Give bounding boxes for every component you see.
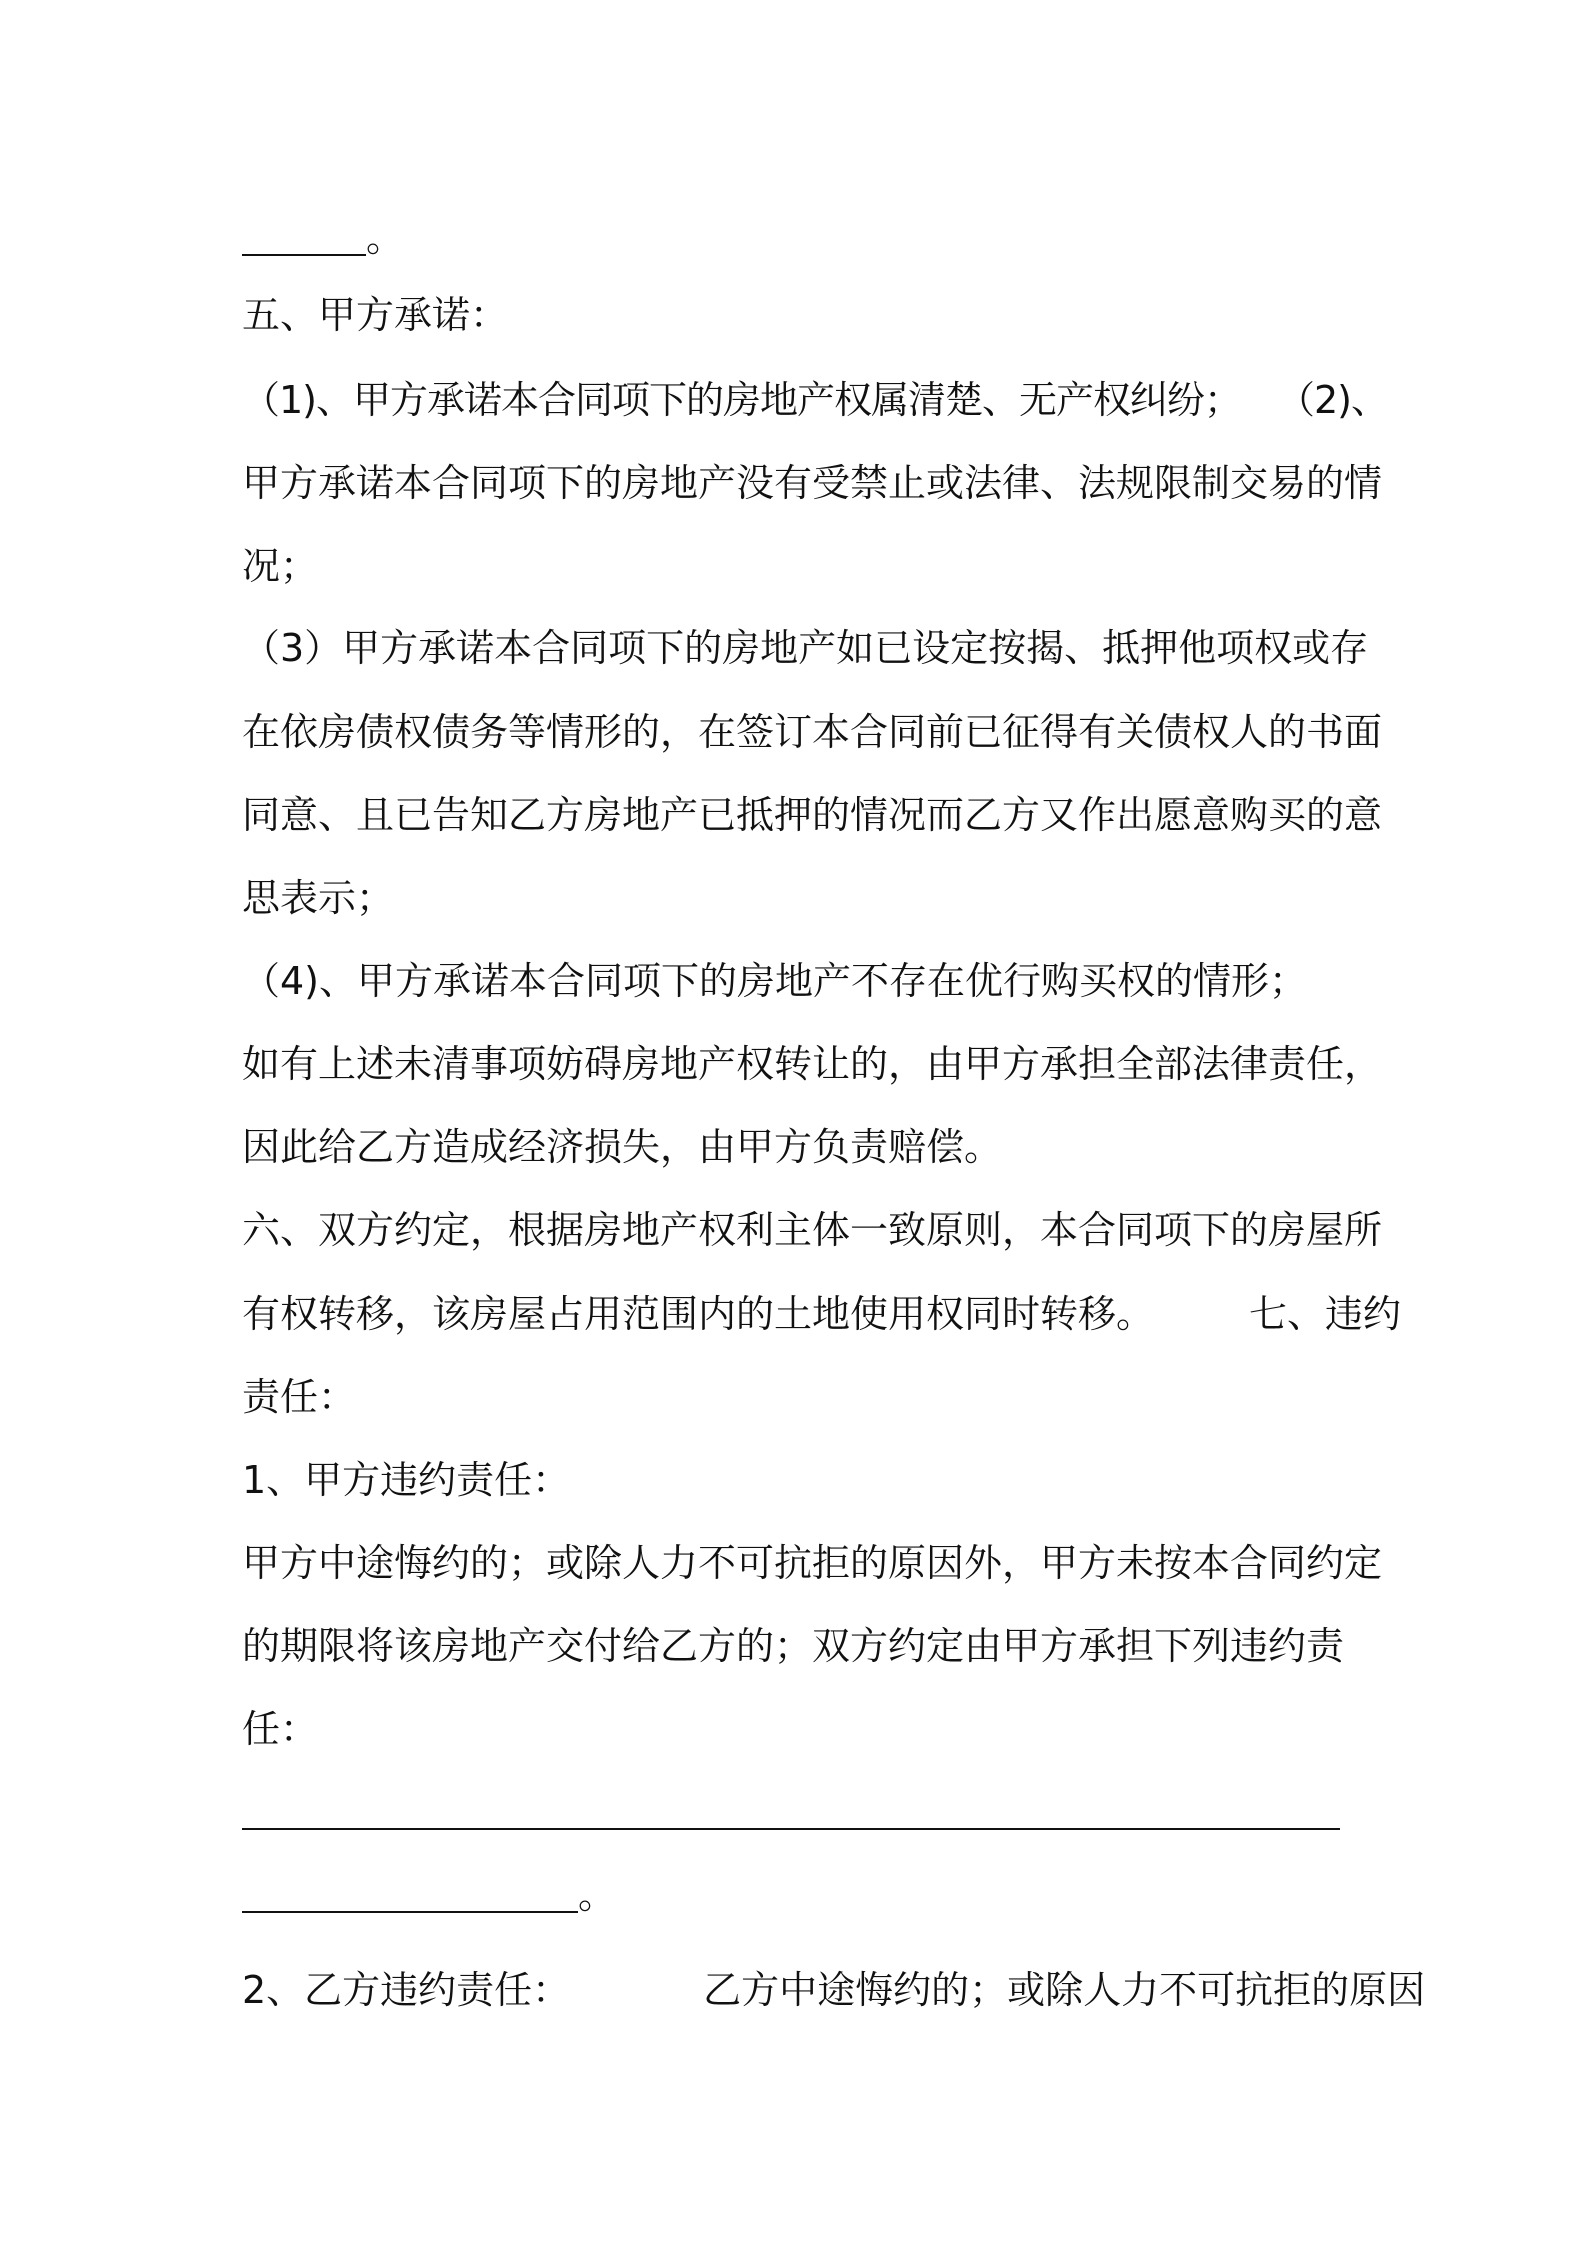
paragraph-line: 况； xyxy=(242,544,319,588)
blank-end-mark: 。 xyxy=(578,1873,617,1917)
blank-underline xyxy=(242,216,366,256)
section-heading-seven-continued: 责任： xyxy=(242,1375,357,1419)
blank-end-mark: 。 xyxy=(366,216,405,260)
section-heading-six: 六、双方约定，根据房地产权利主体一致原则，本合同项下的房屋所 xyxy=(242,1208,1383,1252)
paragraph-line: 思表示； xyxy=(242,876,395,920)
paragraph-line: 甲方承诺本合同项下的房地产没有受禁止或法律、法规限制交易的情 xyxy=(242,461,1383,505)
paragraph-line: 甲方中途悔约的；或除人力不可抗拒的原因外，甲方未按本合同约定 xyxy=(242,1541,1383,1585)
section-heading-five: 五、甲方承诺： xyxy=(242,293,509,337)
paragraph-line: 的期限将该房地产交付给乙方的；双方约定由甲方承担下列违约责 xyxy=(242,1624,1345,1668)
paragraph-line: 任： xyxy=(242,1707,319,1751)
fill-in-blank-line-3 xyxy=(242,1867,616,1923)
subsection-heading-party-b: 2、乙方违约责任： 乙方中途悔约的；或除人力不可抗拒的原因 xyxy=(242,1968,1426,2012)
blank-underline xyxy=(242,1873,578,1913)
paragraph-line: （3）甲方承诺本合同项下的房地产如已设定按揭、抵押他项权或存 xyxy=(242,626,1369,670)
fill-in-blank-line-1 xyxy=(242,210,404,266)
paragraph-line: 在依房债权债务等情形的，在签订本合同前已征得有关债权人的书面 xyxy=(242,710,1383,754)
paragraph-line: （4)、甲方承诺本合同项下的房地产不存在优行购买权的情形； xyxy=(242,959,1308,1003)
subsection-heading-party-a: 1、甲方违约责任： xyxy=(242,1458,571,1502)
paragraph-line: 如有上述未清事项妨碍房地产权转让的，由甲方承担全部法律责任， xyxy=(242,1042,1383,1086)
blank-underline xyxy=(242,1790,1340,1830)
paragraph-line: （1)、甲方承诺本合同项下的房地产权属清楚、无产权纠纷； （2)、 xyxy=(242,378,1389,422)
fill-in-blank-line-2 xyxy=(242,1784,1340,1840)
paragraph-line: 因此给乙方造成经济损失，由甲方负责赔偿。 xyxy=(242,1125,1003,1169)
paragraph-line: 有权转移，该房屋占用范围内的土地使用权同时转移。 七、违约 xyxy=(242,1292,1402,1336)
paragraph-line: 同意、且已告知乙方房地产已抵押的情况而乙方又作出愿意购买的意 xyxy=(242,793,1383,837)
